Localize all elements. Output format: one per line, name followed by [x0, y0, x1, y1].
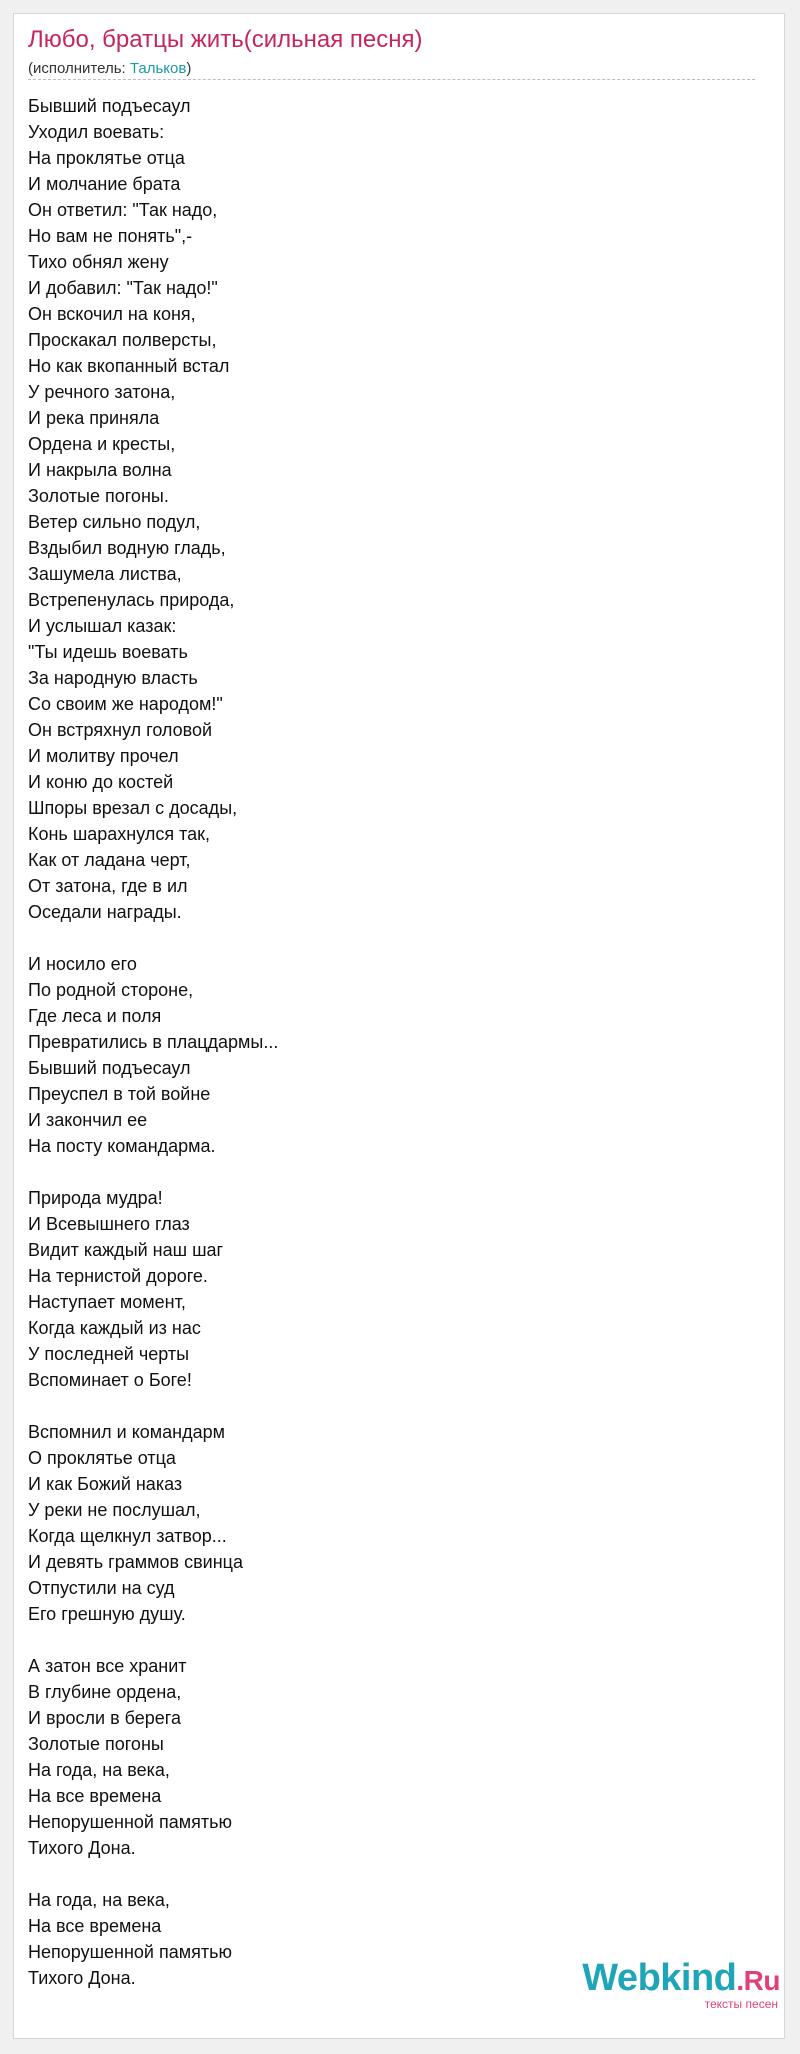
- lyrics-line: Видит каждый наш шаг: [28, 1240, 224, 1260]
- lyrics-line: И носило его: [28, 954, 137, 974]
- lyrics-line: На все времена: [28, 1786, 162, 1806]
- lyrics-line: За народную власть: [28, 668, 198, 688]
- lyrics-line: И коню до костей: [28, 772, 174, 792]
- lyrics-line: Превратились в плацдармы...: [28, 1032, 279, 1052]
- lyrics-line: Непорушенной памятью: [28, 1812, 232, 1832]
- lyrics-line: И девять граммов свинца: [28, 1552, 243, 1572]
- lyrics-line: Вспоминает о Боге!: [28, 1370, 192, 1390]
- lyrics-line: Зашумела листва,: [28, 564, 182, 584]
- lyrics-line: "Ты идешь воевать: [28, 642, 188, 662]
- lyrics-line: На проклятье отца: [28, 148, 185, 168]
- lyrics-line: Ветер сильно подул,: [28, 512, 201, 532]
- lyrics-line: Наступает момент,: [28, 1292, 186, 1312]
- lyrics-line: Когда щелкнул затвор...: [28, 1526, 227, 1546]
- lyrics-line: На тернистой дороге.: [28, 1266, 208, 1286]
- lyrics-line: На года, на века,: [28, 1760, 170, 1780]
- lyrics-line: У последней черты: [28, 1344, 190, 1364]
- lyrics-line: Тихо обнял жену: [28, 252, 169, 272]
- lyrics-line: Со своим же народом!": [28, 694, 223, 714]
- lyrics-line: Когда каждый из нас: [28, 1318, 201, 1338]
- lyrics-line: На года, на века,: [28, 1890, 170, 1910]
- lyrics-line: На посту командарма.: [28, 1136, 216, 1156]
- site-logo[interactable]: [582, 1958, 780, 2011]
- lyrics-stanza: [28, 1653, 748, 1861]
- logo-name: Webkind: [582, 1957, 737, 1999]
- lyrics-line: Вспомнил и командарм: [28, 1422, 226, 1442]
- lyrics-line: Оседали награды.: [28, 902, 182, 922]
- artist-link[interactable]: Тальков: [129, 60, 187, 77]
- lyrics-body: [28, 93, 748, 2017]
- title-divider: [28, 79, 755, 80]
- page-title: Любо, братцы жить(сильная песня): [28, 26, 423, 53]
- lyrics-line: И накрыла волна: [28, 460, 172, 480]
- lyrics-line: Непорушенной памятью: [28, 1942, 232, 1962]
- lyrics-line: И как Божий наказ: [28, 1474, 183, 1494]
- lyrics-line: У речного затона,: [28, 382, 176, 402]
- lyrics-line: И добавил: "Так надо!": [28, 278, 218, 298]
- lyrics-line: Бывший подъесаул: [28, 96, 191, 116]
- lyrics-line: И Всевышнего глаз: [28, 1214, 190, 1234]
- lyrics-line: А затон все хранит: [28, 1656, 187, 1676]
- lyrics-line: Конь шарахнулся так,: [28, 824, 211, 844]
- lyrics-line: И молитву прочел: [28, 746, 179, 766]
- lyrics-stanza: [28, 93, 748, 925]
- lyrics-line: Где леса и поля: [28, 1006, 162, 1026]
- lyrics-line: Он встряхнул головой: [28, 720, 213, 740]
- lyrics-line: По родной стороне,: [28, 980, 194, 1000]
- lyrics-line: И закончил ее: [28, 1110, 148, 1130]
- lyrics-line: Но вам не понять",-: [28, 226, 193, 246]
- lyrics-line: Бывший подъесаул: [28, 1058, 191, 1078]
- lyrics-line: Он ответил: "Так надо,: [28, 200, 218, 220]
- logo-tagline: тексты песен: [704, 1997, 778, 2011]
- lyrics-stanza: [28, 1419, 748, 1627]
- lyrics-stanza: [28, 951, 748, 1159]
- lyrics-line: У реки не послушал,: [28, 1500, 201, 1520]
- lyrics-line: Он вскочил на коня,: [28, 304, 196, 324]
- lyrics-line: В глубине ордена,: [28, 1682, 182, 1702]
- lyrics-line: Ордена и кресты,: [28, 434, 176, 454]
- lyrics-line: И услышал казак:: [28, 616, 177, 636]
- lyrics-line: Преуспел в той войне: [28, 1084, 211, 1104]
- lyrics-line: Тихого Дона.: [28, 1838, 136, 1858]
- lyrics-line: Вздыбил водную гладь,: [28, 538, 226, 558]
- logo-wordmark: [582, 1958, 780, 2001]
- byline-prefix: (исполнитель:: [28, 60, 130, 77]
- lyrics-line: На все времена: [28, 1916, 162, 1936]
- lyrics-line: Его грешную душу.: [28, 1604, 186, 1624]
- lyrics-line: О проклятье отца: [28, 1448, 176, 1468]
- lyrics-line: Золотые погоны.: [28, 486, 169, 506]
- logo-tld: .Ru: [736, 1965, 780, 1996]
- lyrics-line: Природа мудра!: [28, 1188, 163, 1208]
- lyrics-line: Золотые погоны: [28, 1734, 164, 1754]
- lyrics-line: И молчание брата: [28, 174, 181, 194]
- lyrics-line: И река приняла: [28, 408, 160, 428]
- lyrics-line: Встрепенулась природа,: [28, 590, 235, 610]
- lyrics-line: От затона, где в ил: [28, 876, 188, 896]
- lyrics-line: Как от ладана черт,: [28, 850, 191, 870]
- lyrics-line: Отпустили на суд: [28, 1578, 175, 1598]
- lyrics-line: И вросли в берега: [28, 1708, 181, 1728]
- lyrics-line: Проскакал полверсты,: [28, 330, 217, 350]
- lyrics-line: Но как вкопанный встал: [28, 356, 230, 376]
- lyrics-line: Уходил воевать:: [28, 122, 165, 142]
- lyrics-line: Шпоры врезал с досады,: [28, 798, 238, 818]
- byline: [28, 60, 191, 77]
- lyrics-line: Тихого Дона.: [28, 1968, 136, 1988]
- lyrics-stanza: [28, 1185, 748, 1393]
- byline-suffix: ): [186, 60, 192, 77]
